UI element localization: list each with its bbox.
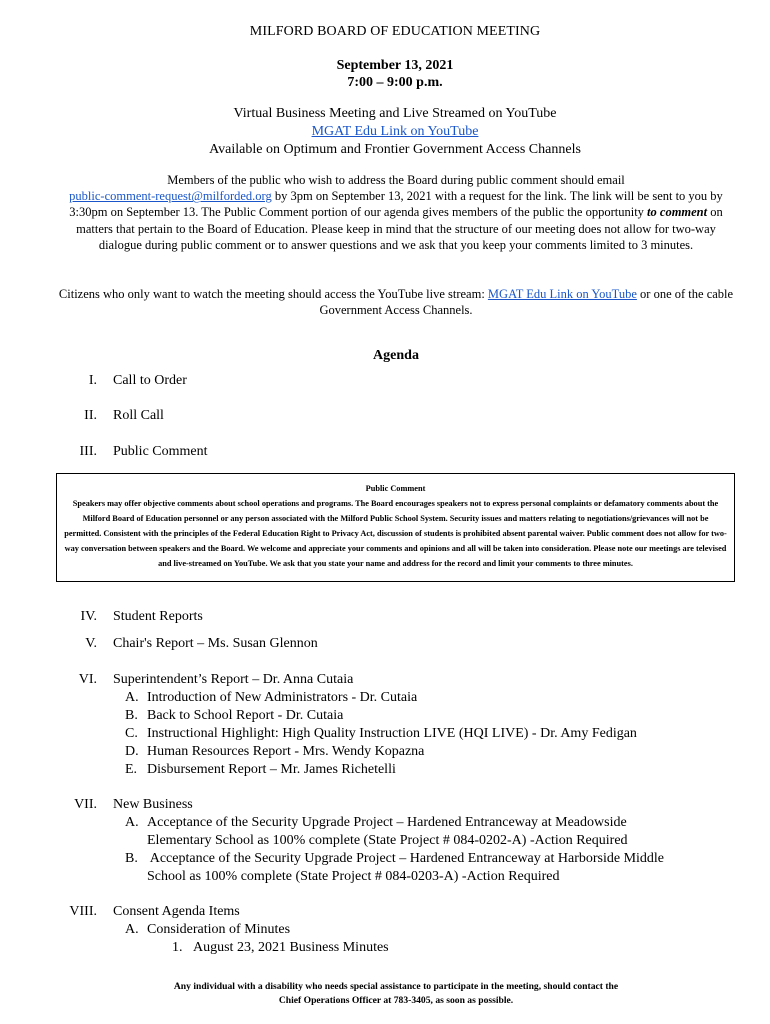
subitem-letter: B. xyxy=(125,851,138,866)
agenda-item-label: Consent Agenda Items xyxy=(113,904,240,919)
agenda-subitem xyxy=(125,814,627,832)
public-comment-email-link[interactable]: public-comment-request@milforded.org xyxy=(69,189,272,204)
accessibility-notice xyxy=(90,980,702,1007)
agenda-subitem-continued: Elementary School as 100% complete (State Project # 084-0202-A) -Action Required xyxy=(147,833,628,848)
agenda-subitem xyxy=(125,761,396,779)
agenda-item-label: Call to Order xyxy=(113,373,187,388)
agenda-item-number: III. xyxy=(79,444,97,459)
accessibility-notice-line-1: Any individual with a disability who needs special assistance to participate in the meeting, should contact the xyxy=(173,981,619,992)
public-comment-instructions xyxy=(56,172,736,253)
subitem-letter: C. xyxy=(125,726,138,741)
agenda-subsubitem xyxy=(172,939,389,957)
agenda-subitem-continued: School as 100% complete (State Project # 084-0203-A) -Action Required xyxy=(147,869,560,884)
subitem-label: Acceptance of the Security Upgrade Project – Hardened Entranceway at Meadowside xyxy=(147,815,627,830)
subitem-letter: A. xyxy=(125,815,139,830)
meeting-info xyxy=(0,105,770,159)
agenda-item-number: IV. xyxy=(80,609,97,624)
subsubitem-number: 1. xyxy=(172,940,183,955)
agenda-subitem xyxy=(125,743,424,761)
public-comment-notice-heading: Public Comment xyxy=(365,484,426,493)
agenda-item-number: VI. xyxy=(78,672,97,687)
subitem-letter: B. xyxy=(125,708,138,723)
subsubitem-label: August 23, 2021 Business Minutes xyxy=(193,940,389,955)
agenda-item-label: New Business xyxy=(113,797,193,812)
agenda-heading: Agenda xyxy=(373,348,419,363)
accessibility-notice-line-2: Chief Operations Officer at 783-3405, as soon as possible. xyxy=(278,994,514,1006)
subitem-label: Introduction of New Administrators - Dr. Cutaia xyxy=(147,690,418,705)
instructions-text-3: on matters that pertain to the Board of Education. Please keep in mind that the structure of our meeting does not allow for two-way dialogue during public comment or to answer questions and we ask that you keep your comments limited to 3 minutes. xyxy=(76,205,723,252)
agenda-item-label: Student Reports xyxy=(113,609,203,624)
agenda-item-number: II. xyxy=(84,408,97,423)
instructions-text-2: by 3pm on September 13, 2021 with a request for the link. The link will be sent to you by 3:30pm on September 13. The Public Comment portion of our agenda gives members of the public the opportunity xyxy=(69,189,723,220)
agenda-subitem xyxy=(125,725,637,743)
subitem-letter: D. xyxy=(125,744,139,759)
agenda-subitem xyxy=(125,850,664,868)
channels-info: Available on Optimum and Frontier Government Access Channels xyxy=(209,142,581,157)
subitem-letter: A. xyxy=(125,690,139,705)
livestream-text-1: Citizens who only want to watch the meeting should access the YouTube live stream: xyxy=(58,287,488,301)
meeting-type: Virtual Business Meeting and Live Streamed on YouTube xyxy=(233,106,557,121)
agenda-item-label: Roll Call xyxy=(113,408,164,423)
agenda-subitem xyxy=(125,707,343,725)
agenda-item-number: VIII. xyxy=(69,904,97,919)
subitem-letter: E. xyxy=(125,762,138,777)
agenda-item-number: VII. xyxy=(74,797,97,812)
agenda-item-number: I. xyxy=(88,373,97,388)
meeting-date: September 13, 2021 xyxy=(336,58,454,73)
livestream-text-2: or one of the cable Government Access Channels. xyxy=(319,287,734,318)
meeting-date-time xyxy=(0,57,770,91)
agenda-item-label: Public Comment xyxy=(113,444,208,459)
youtube-link[interactable]: MGAT Edu Link on YouTube xyxy=(311,124,479,139)
public-comment-notice-box xyxy=(56,473,735,582)
public-comment-notice-body: Speakers may offer objective comments about school operations and programs. The Board encourages speakers not to express personal complaints or defamatory comments about the Milford Board of Education personnel or any person associated with the Milford Public School System. Security issues and matters relating to negotiations/grievances will not be permitted. Consistent with the principles of the Federal Education Right to Privacy Act, discussion of students is prohibited absent parental waiver. Public comment does not allow for two-way conversation between speakers and the Board. We welcome and appreciate your comments and opinions and all will be taken into consideration. Please note our meetings are televised and live-streamed on YouTube. We ask that you state your name and address for the record and limit your comments to three minutes. xyxy=(64,498,727,568)
agenda-item-label: Chair's Report – Ms. Susan Glennon xyxy=(113,636,318,651)
subitem-letter: A. xyxy=(125,922,139,937)
agenda-subitem xyxy=(125,689,417,707)
subitem-label: Acceptance of the Security Upgrade Project – Hardened Entranceway at Harborside Middle xyxy=(147,851,665,866)
subitem-label: Back to School Report - Dr. Cutaia xyxy=(147,708,344,723)
agenda-item-label: Superintendent’s Report – Dr. Anna Cutaia xyxy=(113,672,354,687)
livestream-instructions xyxy=(56,286,736,318)
instructions-text-1: Members of the public who wish to address the Board during public comment should email xyxy=(167,173,625,187)
agenda-subitem xyxy=(125,921,290,939)
subitem-label: Consideration of Minutes xyxy=(147,922,291,937)
agenda-item-number: V. xyxy=(85,636,97,651)
subitem-label: Instructional Highlight: High Quality Instruction LIVE (HQI LIVE) - Dr. Amy Fedigan xyxy=(147,726,637,741)
subitem-label: Disbursement Report – Mr. James Richetelli xyxy=(147,762,396,777)
meeting-title: MILFORD BOARD OF EDUCATION MEETING xyxy=(249,24,541,39)
subitem-label: Human Resources Report - Mrs. Wendy Kopazna xyxy=(147,744,425,759)
instructions-emphasis: to comment xyxy=(647,205,708,220)
meeting-time: 7:00 – 9:00 p.m. xyxy=(347,75,443,90)
livestream-youtube-link[interactable]: MGAT Edu Link on YouTube xyxy=(487,287,637,301)
